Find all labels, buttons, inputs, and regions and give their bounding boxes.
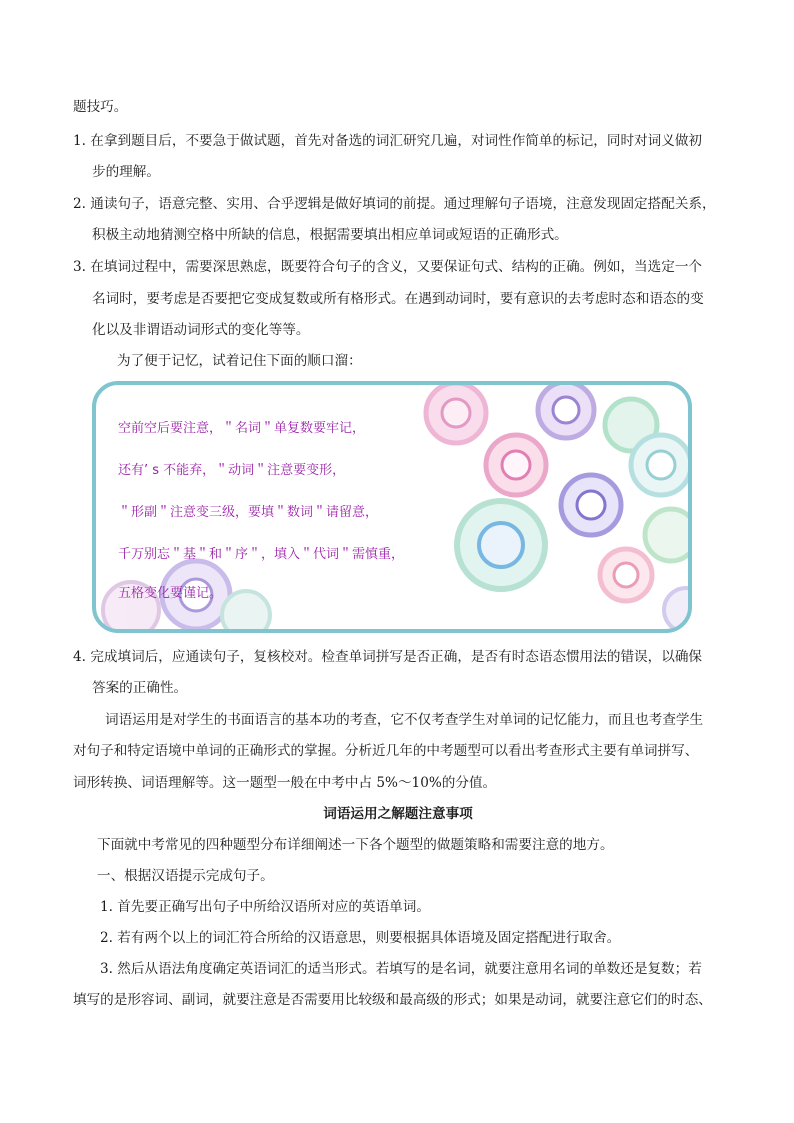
rhyme-line-2: 还有’ s 不能弃，＂动词＂注意要变形， xyxy=(118,463,346,478)
list-item-3-cont: 名词时，要考虑是否要把它变成复数或所有格形式。在遇到动词时，要有意识的去考虑时态和语态的变 xyxy=(92,291,704,307)
rhyme-line-4: 千万别忘＂基＂和＂序＂，填入＂代词＂需慎重， xyxy=(118,547,405,562)
rhyme-line-5: 五格变化要谨记。 xyxy=(118,586,223,601)
paragraph-text: 题技巧。 xyxy=(73,99,128,115)
list-item-4: 4. 完成填词后，应通读句子，复核校对。检查单词拼写是否正确，是否有时态语态惯用法的错误，以确保 xyxy=(73,649,703,665)
list-item: 3. 然后从语法角度确定英语词汇的适当形式。若填写的是名词，就要注意用名词的单数还是复数；若 xyxy=(100,961,702,977)
paragraph-text: 一、根据汉语提示完成句子。 xyxy=(97,868,274,884)
list-item-cont: 填写的是形容词、副词，就要注意是否需要用比较级和最高级的形式；如果是动词，就要注意它们的时态、 xyxy=(73,992,712,1008)
section-heading: 词语运用之解题注意事项 xyxy=(323,806,473,822)
list-item-1-cont: 步的理解。 xyxy=(92,164,160,180)
paragraph-text: 词语运用是对学生的书面语言的基本功的考查，它不仅考查学生对单词的记忆能力，而且也考查学生 xyxy=(105,712,704,728)
rhyme-line-1: 空前空后要注意，＂名词＂单复数要牢记， xyxy=(118,421,366,436)
list-item: 2. 若有两个以上的词汇符合所给的汉语意思，则要根据具体语境及固定搭配进行取舍。 xyxy=(100,930,621,946)
paragraph-text: 下面就中考常见的四种题型分布详细阐述一下各个题型的做题策略和需要注意的地方。 xyxy=(97,837,614,853)
list-item-3: 3. 在填词过程中，需要深思熟虑，既要符合句子的含义，又要保证句式、结构的正确。例如，当选定一个 xyxy=(73,259,703,275)
rhyme-line-3: ＂形副＂注意变三级，要填＂数词＂请留意， xyxy=(118,505,379,520)
list-item-4-cont: 答案的正确性。 xyxy=(92,680,188,696)
rhyme-intro: 为了便于记忆，试着记住下面的顺口溜： xyxy=(117,353,362,369)
list-item-3-cont2: 化以及非谓语动词形式的变化等等。 xyxy=(92,322,310,338)
paragraph-text: 词形转换、词语理解等。这一题型一般在中考中占 5%～10%的分值。 xyxy=(73,775,497,791)
list-item: 1. 首先要正确写出句子中所给汉语所对应的英语单词。 xyxy=(100,899,430,915)
list-item-2-cont: 积极主动地猜测空格中所缺的信息，根据需要填出相应单词或短语的正确形式。 xyxy=(92,227,568,243)
list-item-2: 2. 通读句子，语意完整、实用、合乎逻辑是做好填词的前提。通过理解句子语境，注意发现固定搭配关系， xyxy=(73,196,716,212)
paragraph-text: 对句子和特定语境中单词的正确形式的掌握。分析近几年的中考题型可以看出考查形式主要有单词拼写、 xyxy=(73,743,699,759)
rhyme-box xyxy=(92,381,692,633)
list-item-1: 1. 在拿到题目后，不要急于做试题，首先对备选的词汇研究几遍，对词性作简单的标记，同时对词义做初 xyxy=(73,133,703,149)
